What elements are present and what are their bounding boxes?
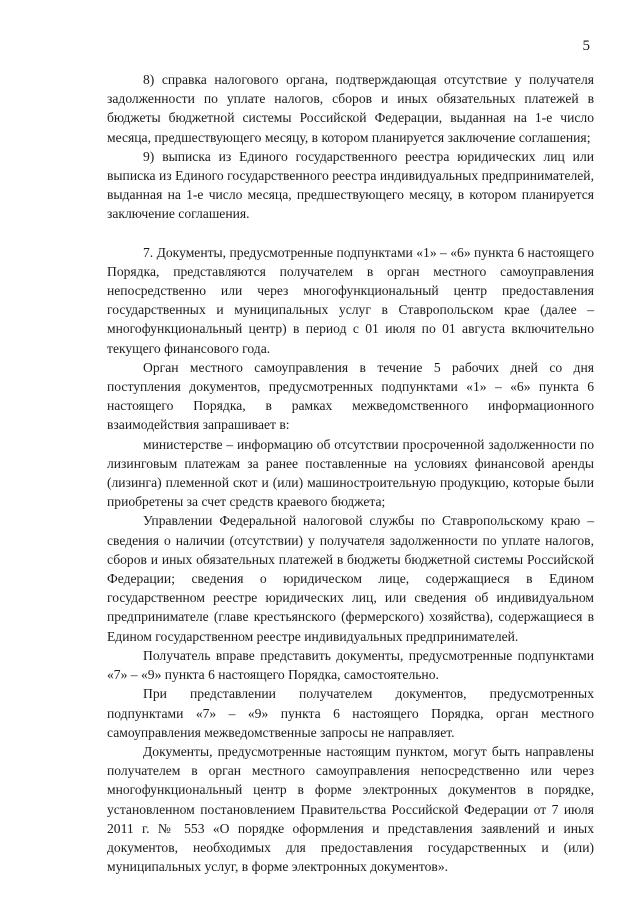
paragraph-recipient-right: Получатель вправе представить документы, предусмотренные подпунктами «7» – «9» пункта 6 настоящего Порядка, самостоятельно. [107, 647, 594, 683]
page-number: 5 [582, 38, 590, 54]
paragraph-electronic-docs: Документы, предусмотренные настоящим пунктом, могут быть направлены получателем в орган местного самоуправления непосредственно или через многофункциональный центр в форме электронных документов в порядке, установленном постановлением Правительства Российской Федерации от 7 июля 2011 г. № 553 «О порядке оформления и представления заявлений и иных документов, необходимых для предоставления государственных и (или) муниципальных услуг, в форме электронных документов». [107, 743, 594, 875]
paragraph-item-8: 8) справка налогового органа, подтверждающая отсутствие у получателя задолженности по уплате налогов, сборов и иных обязательных платежей в бюджеты бюджетной системы Российской Федерации, выданная на 1-е число месяца, предшествующего месяцу, в котором планируется заключение соглашения; [107, 72, 594, 145]
document-body [107, 70, 594, 876]
paragraph-tax-service: Управлении Федеральной налоговой службы по Ставропольскому краю – сведения о наличии (отсутствии) у получателя задолженности по уплате налогов, сборов и иных обязательных платежей в бюджеты бюджетной системы Российской Федерации; сведения о юридическом лице, содержащиеся в Едином государственном реестре юридических лиц, или сведения об индивидуальном предпринимателе (главе крестьянского (фермерского) хозяйства), содержащиеся в Едином государственном реестре индивидуальных предпринимателей. [107, 513, 594, 644]
paragraph-ministry: министерстве – информацию об отсутствии просроченной задолженности по лизинговым платежам за ранее поставленные на условиях финансовой аренды (лизинга) племенной скот и (или) машиностроительную продукцию, которые были приобретены за счет средств краевого бюджета; [107, 436, 594, 510]
paragraph-clause-7: 7. Документы, предусмотренные подпунктами «1» – «6» пункта 6 настоящего Порядка, представляются получателем в орган местного самоуправления непосредственно или через многофункциональный центр предоставления государственных и муниципальных услуг в Ставропольском крае (далее – многофункциональный центр) в период с 01 июля по 01 августа включительно текущего финансового года. [107, 244, 594, 356]
paragraph-no-requests: При представлении получателем документов, предусмотренных подпунктами «7» – «9» пункта 6 настоящего Порядка, орган местного самоуправления межведомственные запросы не направляет. [107, 686, 594, 740]
paragraph-interagency-request: Орган местного самоуправления в течение 5 рабочих дней со дня поступления документов, предусмотренных подпунктами «1» – «6» пункта 6 настоящего Порядка, в рамках межведомственного информационного взаимодействия запрашивает в: [107, 359, 594, 433]
paragraph-item-9: 9) выписка из Единого государственного реестра юридических лиц или выписка из Единого государственного реестра индивидуальных предпринимателей, выданная на 1-е число месяца, предшествующего месяцу, в котором планируется заключение соглашения. [107, 148, 594, 222]
